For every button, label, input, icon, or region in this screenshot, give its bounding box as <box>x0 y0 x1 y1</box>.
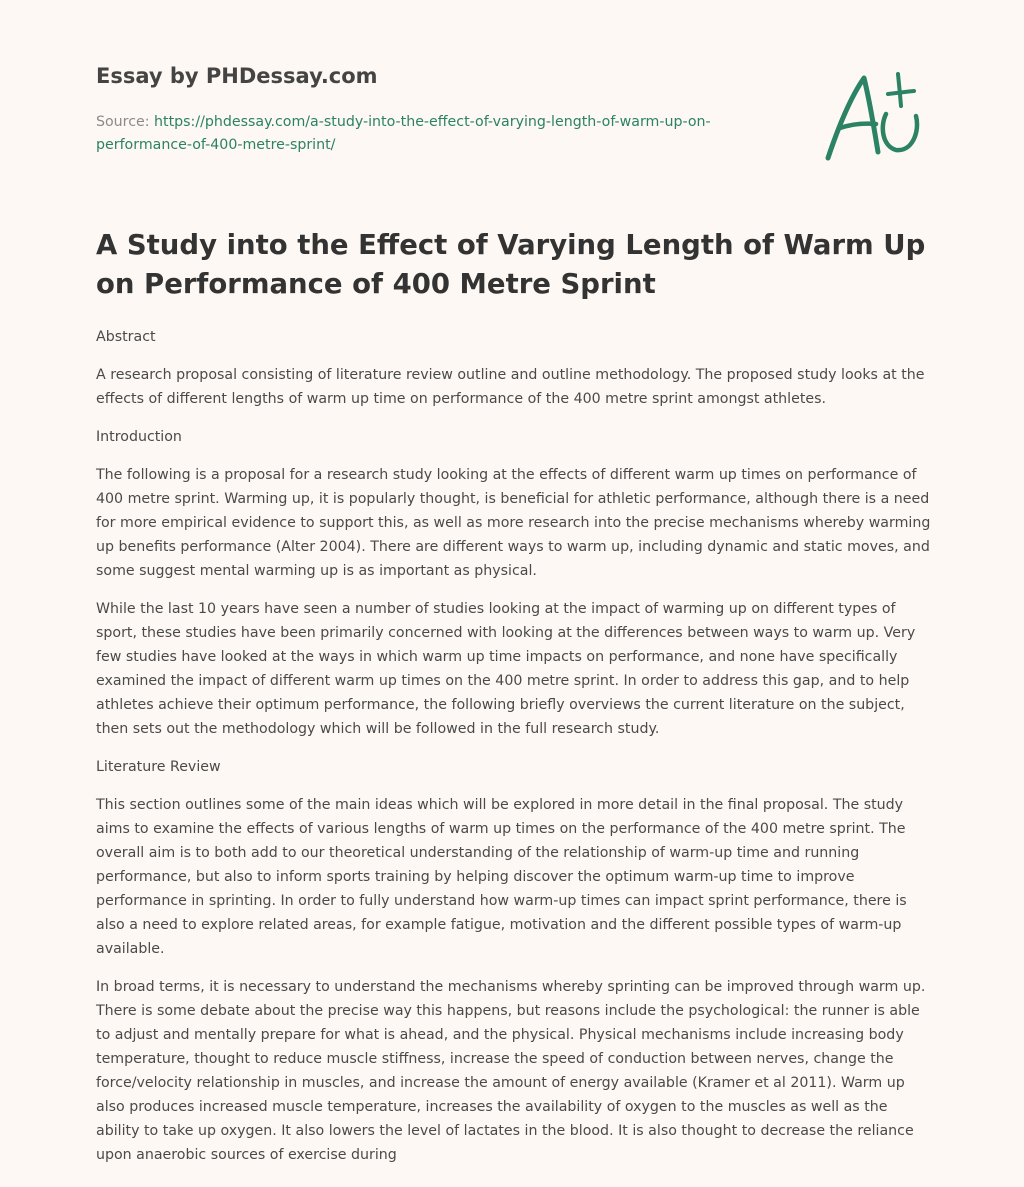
literature-review-paragraph-2: In broad terms, it is necessary to understand the mechanisms whereby sprinting can be improved through warm up. There is some debate about the precise way this happens, but reasons include the psychological: the runner is able to adjust and mentally prepare for what is ahead, and the physical. Physical mechanisms include increasing body temperature, thought to reduce muscle stiffness, increase the speed of conduction between nerves, change the force/velocity relationship in muscles, and increase the amount of energy available (Kramer et al 2011). Warm up also produces increased muscle temperature, increases the availability of oxygen to the muscles as well as the ability to take up oxygen. It also lowers the level of lactates in the blood. It is also thought to decrease the reliance upon anaerobic sources of exercise during <box>96 979 926 1163</box>
literature-review-heading: Literature Review <box>96 759 221 775</box>
source-link[interactable]: https://phdessay.com/a-study-into-the-effect-of-varying-length-of-warm-up-on-performance-of-400-metre-sprint/ <box>96 114 711 153</box>
introduction-paragraph-2: While the last 10 years have seen a number of studies looking at the impact of warming up on different types of sport, these studies have been primarily concerned with looking at the differences between ways to warm up. Very few studies have looked at the ways in which warm up time impacts on performance, and none have specifically examined the impact of different warm up times on the 400 metre sprint. In order to address this gap, and to help athletes achieve their optimum performance, the following briefly overviews the current literature on the subject, then sets out the methodology which will be followed in the full research study. <box>96 601 916 737</box>
literature-review-paragraph-1: This section outlines some of the main ideas which will be explored in more detail in the final proposal. The study aims to examine the effects of various lengths of warm up times on the performance of the 400 metre sprint. The overall aim is to both add to our theoretical understanding of the relationship of warm-up time and running performance, but also to inform sports training by helping discover the optimum warm-up time to improve performance in sprinting. In order to fully understand how warm-up times can impact sprint performance, there is also a need to explore related areas, for example fatigue, motivation and the different possible types of warm-up available. <box>96 797 907 957</box>
abstract-heading: Abstract <box>96 329 156 345</box>
source-label: Source: <box>96 114 150 130</box>
site-title: Essay by PHDessay.com <box>96 64 378 88</box>
introduction-paragraph-1: The following is a proposal for a research study looking at the effects of different warm up times on performance of 400 metre sprint. Warming up, it is popularly thought, is beneficial for athletic performance, although there is a need for more empirical evidence to support this, as well as more research into the precise mechanisms whereby warming up benefits performance (Alter 2004). There are different ways to warm up, including dynamic and static moves, and some suggest mental warming up is as important as physical. <box>96 467 931 579</box>
introduction-heading: Introduction <box>96 429 182 445</box>
essay-body <box>96 325 932 1181</box>
essay-title: A Study into the Effect of Varying Length of Warm Up on Performance of 400 Metre Sprint <box>96 229 926 300</box>
source-line <box>96 111 776 157</box>
abstract-paragraph: A research proposal consisting of literature review outline and outline methodology. The proposed study looks at the effects of different lengths of warm up time on performance of the 400 metre sprint amongst athletes. <box>96 367 925 407</box>
a-plus-logo-icon <box>824 66 928 166</box>
